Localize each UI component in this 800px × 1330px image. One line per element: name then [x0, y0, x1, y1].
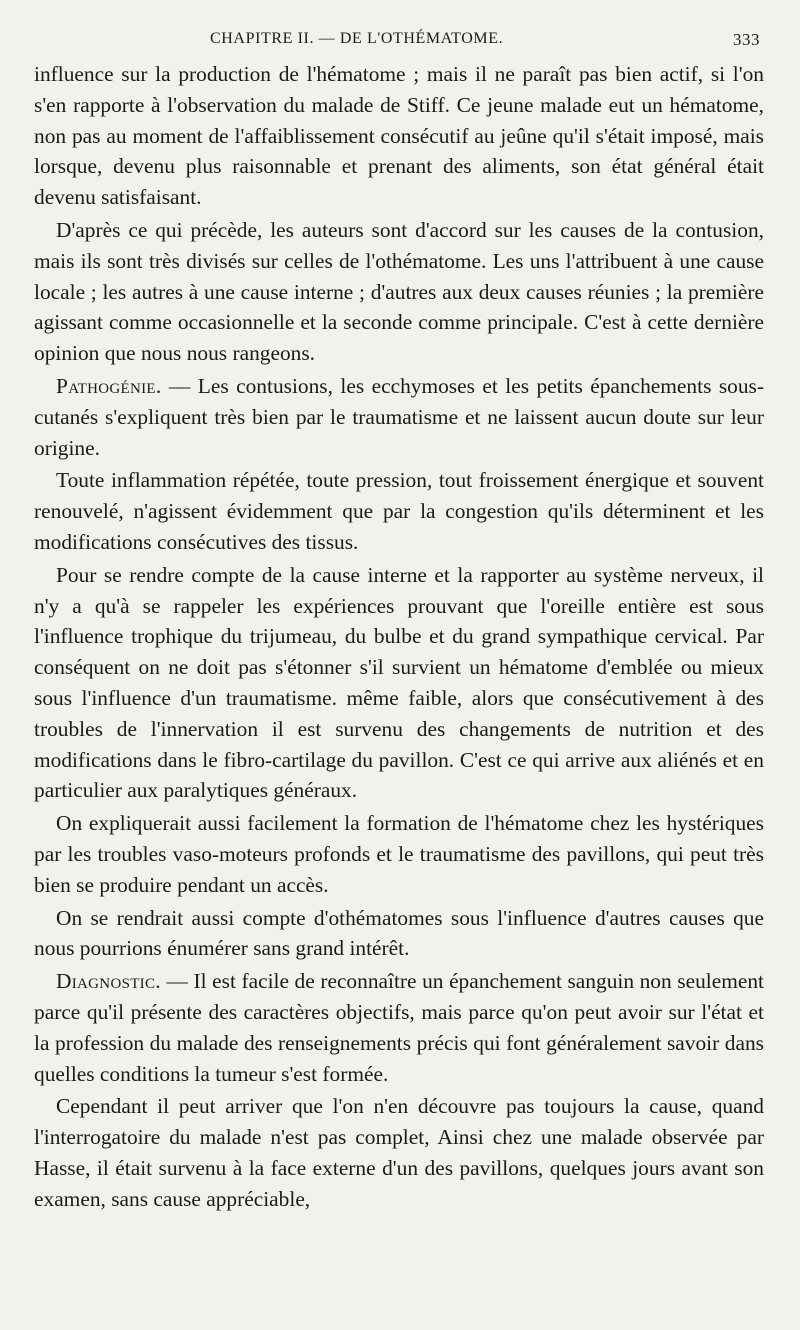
running-title: CHAPITRE II. — DE L'OTHÉMATOME.: [210, 30, 504, 47]
body-text: [34, 59, 764, 1214]
paragraph: [34, 465, 764, 557]
paragraph: [34, 1091, 764, 1214]
paragraph-text: Toute inflammation répétée, toute pression, tout froissement énergique et souvent renouvelé, n'agissent évidemment que par la congestion qu'ils déterminent et les modifications consécutives des tissus.: [34, 468, 764, 554]
paragraph-text: — Il est facile de reconnaître un épanchement sanguin non seulement parce qu'il présente des caractères objectifs, mais parce qu'on peut avoir sur l'état et la profession du malade des renseignements précis qui font généralement savoir dans quelles conditions la tumeur s'est formée.: [34, 969, 764, 1086]
section-heading: Pathogénie.: [56, 373, 162, 398]
section-heading: Diagnostic.: [56, 969, 161, 994]
paragraph: [34, 59, 764, 213]
paragraph-text: — Les contusions, les ecchymoses et les petits épanchements sous-cutanés s'expliquent très bien par le traumatisme et ne laissent aucun doute sur leur origine.: [34, 373, 764, 460]
running-header: [34, 30, 764, 54]
paragraph-text: On se rendrait aussi compte d'othématomes sous l'influence d'autres causes que nous pourrions énumérer sans grand intérêt.: [34, 905, 764, 961]
paragraph-text: On expliquerait aussi facilement la formation de l'hématome chez les hystériques par les troubles vaso-moteurs profonds et le traumatisme des pavillons, qui peut très bien se produire pendant un accès.: [34, 811, 764, 897]
paragraph-text: Pour se rendre compte de la cause interne et la rapporter au système nerveux, il n'y a qu'à se rappeler les expériences prouvant que l'oreille entière est sous l'influence trophique du trijumeau, du bulbe et du grand sympathique cervical. Par conséquent on ne doit pas s'étonner s'il survient un hématome d'emblée ou mieux sous l'influence d'un traumatisme. même faible, alors que consécutivement à des troubles de l'innervation il est survenu des changements de nutrition et des modifications dans le fibro-cartilage du pavillon. C'est ce qui arrive aux aliénés et en particulier aux paralytiques généraux.: [34, 562, 764, 803]
paragraph: [34, 966, 764, 1089]
paragraph: [34, 371, 764, 463]
paragraph: [34, 560, 764, 806]
paragraph: [34, 808, 764, 900]
paragraph: [34, 215, 764, 369]
paragraph-text: Cependant il peut arriver que l'on n'en découvre pas toujours la cause, quand l'interrogatoire du malade n'est pas complet, Ainsi chez une malade observée par Hasse, il était survenu à la face externe d'un des pavillons, quelques jours avant son examen, sans cause appréciable,: [34, 1094, 764, 1211]
paragraph-text: influence sur la production de l'hématome ; mais il ne paraît pas bien actif, si l'on s'en rapporte à l'observation du malade de Stiff. Ce jeune malade eut un hématome, non pas au moment de l'affaiblissement consécutif au jeûne qu'il s'était imposé, mais lorsque, devenu plus raisonnable et prenant des aliments, son état général était devenu satisfaisant.: [34, 62, 764, 210]
page-number: 333: [733, 30, 760, 49]
paragraph-text: D'après ce qui précède, les auteurs sont d'accord sur les causes de la contusion, mais ils sont très divisés sur celles de l'othématome. Les uns l'attribuent à une cause locale ; les autres à une cause interne ; d'autres aux deux causes réunies ; la première agissant comme occasionnelle et la seconde comme principale. C'est à cette dernière opinion que nous nous rangeons.: [34, 217, 764, 366]
paragraph: [34, 903, 764, 965]
